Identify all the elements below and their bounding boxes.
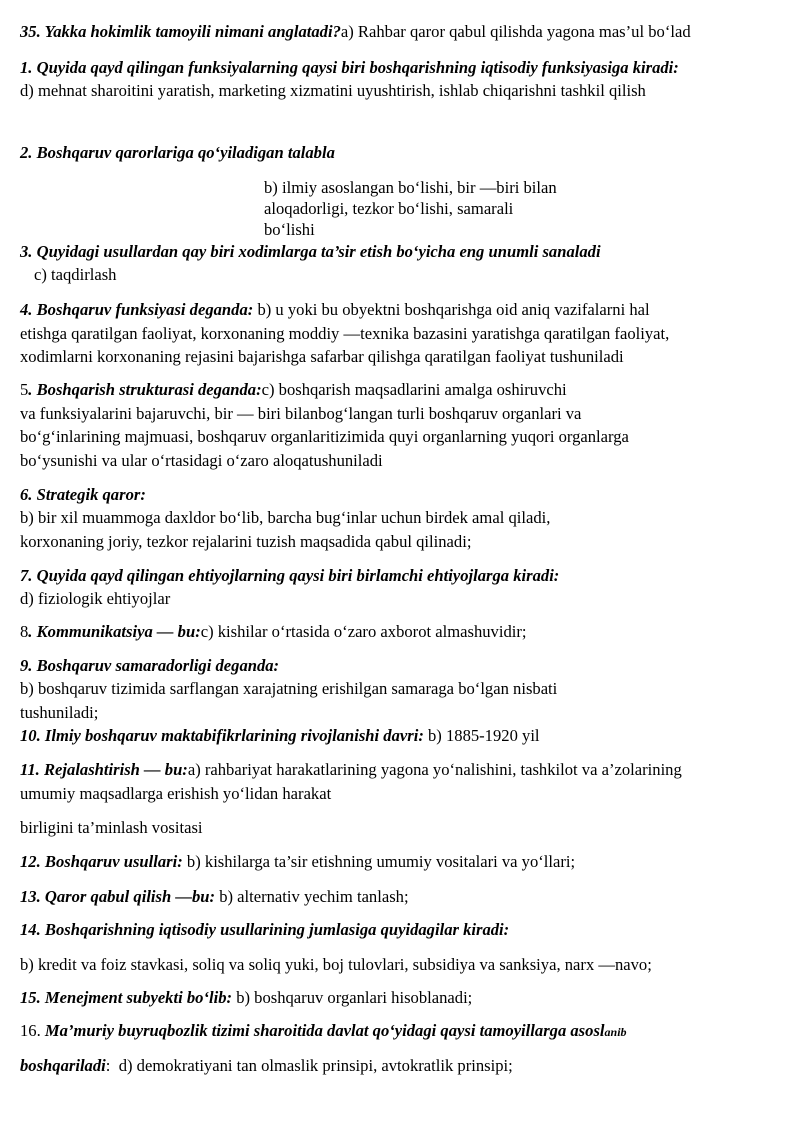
qa-item-13 (20, 887, 409, 907)
qa-item-12 (20, 852, 575, 872)
answer: b) boshqaruv organlari hisoblanadi; (236, 988, 473, 1007)
question: 35. Yakka hokimlik tamoyili nimani anglatadi? (20, 22, 341, 41)
question: 15. Menejment subyekti bo‘lib: (20, 988, 233, 1007)
question: 9. Boshqaruv samaradorligi deganda: (20, 656, 280, 675)
question-tail: anib (604, 1025, 627, 1039)
question: 1. Quyida qayd qilingan funksiyalarning qaysi biri boshqarishning iqtisodiy funksiyasiga kiradi: (20, 58, 679, 77)
question: 4. Boshqaruv funksiyasi deganda: (20, 300, 254, 319)
answer: b) kredit va foiz stavkasi, soliq va soliq yuki, boj tulovlari, subsidiya va sanksiya, narx —navo; (20, 955, 652, 974)
qa-item-15 (20, 988, 472, 1008)
answer: etishga qaratilgan faoliyat, korxonaning moddiy —texnika bazasini yaratishga qaratilgan faoliyat, (20, 324, 670, 343)
answer: c) taqdirlash (34, 265, 117, 284)
question-number: 8 (20, 622, 29, 641)
answer: bo‘ysunishi va ular o‘rtasidagi o‘zaro aloqatushuniladi (20, 451, 383, 470)
answer: b) 1885-1920 yil (428, 726, 540, 745)
answer: b) kishilarga ta’sir etishning umumiy vositalari va yo‘llari; (186, 852, 576, 871)
qa-item-8 (20, 622, 527, 642)
qa-item-16 (20, 1021, 627, 1042)
question-number: 5 (20, 380, 29, 399)
qa-item-5 (20, 380, 567, 400)
question: 11. Rejalashtirish — bu: (20, 760, 188, 779)
answer: b) boshqaruv tizimida sarflangan xarajatning erishilgan samaraga bo‘lgan nisbati (20, 679, 558, 698)
answer: d) demokratiyani tan olmaslik prinsipi, avtokratlik prinsipi; (118, 1056, 513, 1075)
question: 12. Boshqaruv usullari: (20, 852, 183, 871)
answer: korxonaning joriy, tezkor rejalarini tuzish maqsadida qabul qilinadi; (20, 532, 472, 551)
question: 3. Quyidagi usullardan qay biri xodimlarga ta’sir etish bo‘yicha eng unumli sanaladi (20, 242, 601, 261)
answer: b) bir xil muammoga daxldor bo‘lib, barcha bug‘inlar uchun birdek amal qiladi, (20, 508, 551, 527)
answer: a) Rahbar qaror qabul qilishda yagona mas’ul bo‘lad (340, 22, 691, 41)
qa-item-35 (20, 22, 691, 42)
question: boshqariladi (20, 1056, 106, 1075)
question-number: 16. (20, 1021, 45, 1040)
answer: c) kishilar o‘rtasida o‘zaro axborot almashuvidir; (200, 622, 527, 641)
question: 13. Qaror qabul qilish —bu: (20, 887, 216, 906)
question: . Kommunikatsiya — bu: (28, 622, 201, 641)
answer: va funksiyalarini bajaruvchi, bir — biri bilanbog‘langan turli boshqaruv organlari va (20, 404, 582, 423)
answer: b) alternativ yechim tanlash; (219, 887, 409, 906)
answer: b) ilmiy asoslangan bo‘lishi, bir —biri bilan (264, 178, 557, 197)
qa-item-16-cont: boshqariladi: d) demokratiyani tan olmaslik prinsipi, avtokratlik prinsipi; (20, 1056, 513, 1075)
answer: a) rahbariyat harakatlarining yagona yo‘nalishini, tashkilot va a’zolarining (187, 760, 682, 779)
answer: bo‘g‘inlarining majmuasi, boshqaruv organlaritizimida quyi organlarning yuqori organlarga (20, 427, 629, 446)
answer: c) boshqarish maqsadlarini amalga oshiruvchi (261, 380, 567, 399)
question: Ma’muriy buyruqbozlik tizimi sharoitida davlat qo‘yidagi qaysi tamoyillarga asosl (44, 1021, 605, 1040)
answer: b) u yoki bu obyektni boshqarishga oid aniq vazifalarni hal (257, 300, 650, 319)
question: 6. Strategik qaror: (20, 485, 146, 504)
answer: d) fiziologik ehtiyojlar (20, 589, 171, 608)
qa-item-4 (20, 300, 650, 320)
answer: aloqadorligi, tezkor bo‘lishi, samarali (264, 199, 514, 218)
answer: tushuniladi; (20, 703, 99, 722)
question: . Boshqarish strukturasi deganda: (28, 380, 262, 399)
question: 14. Boshqarishning iqtisodiy usullarining jumlasiga quyidagilar kiradi: (20, 920, 510, 939)
question: 10. Ilmiy boshqaruv maktabifikrlarining rivojlanishi davri: (20, 726, 424, 745)
question: 2. Boshqaruv qarorlariga qo‘yiladigan talabla (20, 143, 335, 162)
answer: xodimlarni korxonaning rejasini bajarishga safarbar qilishga qaratilgan faoliyat tushuniladi (20, 347, 624, 366)
answer: umumiy maqsadlarga erishish yo‘lidan harakat (20, 784, 332, 803)
question: 7. Quyida qayd qilingan ehtiyojlarning qaysi biri birlamchi ehtiyojlarga kiradi: (20, 566, 560, 585)
answer: birligini ta’minlash vositasi (20, 818, 203, 837)
answer: bo‘lishi (264, 220, 315, 239)
answer: d) mehnat sharoitini yaratish, marketing xizmatini uyushtirish, ishlab chiqarishni tashkil qilish (20, 81, 646, 100)
qa-item-11 (20, 760, 682, 780)
qa-item-10 (20, 726, 540, 746)
